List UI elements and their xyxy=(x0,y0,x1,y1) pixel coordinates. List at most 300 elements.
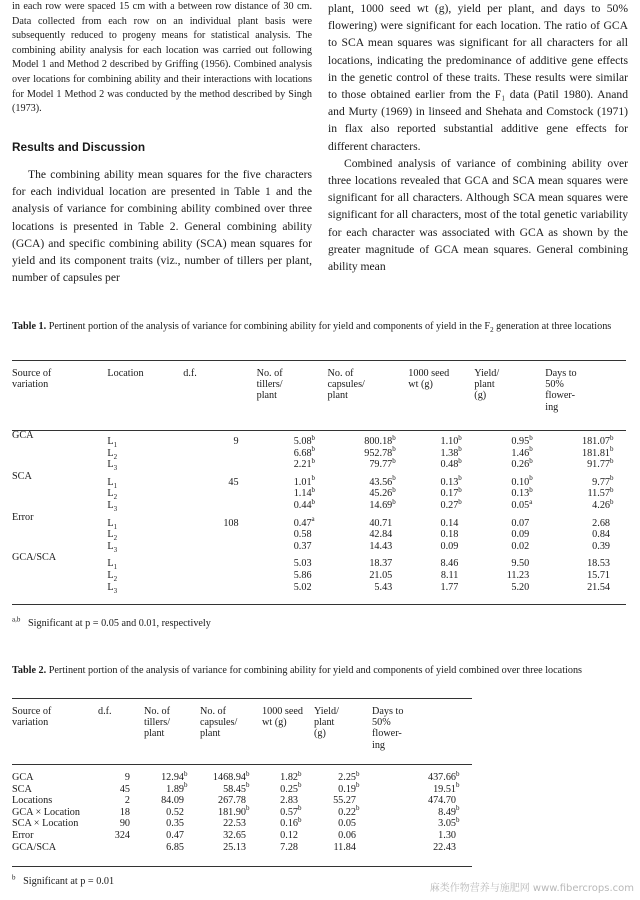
location-letter: L xyxy=(107,488,114,500)
table-cell xyxy=(328,552,409,570)
results-paragraph-2: plant, 1000 seed wt (g), yield per plant, and days to 50% flowering) were significant for each location. The ratio of GCA to SCA mean squares was significant for all characters for all locations, indicating the predominance of additive gene effects in the genetic control of these traits. These results were similar to those obtained earlier from the F₁ data (Patil 1980). Anand and Murty (1969) in linseed and Shehata and Comstock (1971) in flax also reported substantial additive gene effects for different characters. xyxy=(328,2,628,153)
table-cell: 2.25$^b$ xyxy=(338,769,360,783)
table-cell xyxy=(314,795,372,807)
cell-value: 0.26 xyxy=(511,459,530,471)
cell-value: 32.65 xyxy=(223,829,246,841)
row-location xyxy=(107,541,183,553)
table-cell xyxy=(408,582,474,594)
table-cell: 91.77$^b$ xyxy=(587,456,614,471)
table-cell: 437.66$^b$ xyxy=(427,769,460,783)
table-cell: 0.13$^b$ xyxy=(511,485,533,500)
cell-value: 0.13 xyxy=(511,488,530,500)
table-cell xyxy=(257,529,328,541)
table-row xyxy=(12,784,472,796)
table-cell xyxy=(144,818,200,830)
row-location xyxy=(107,570,183,582)
row-location xyxy=(107,448,183,460)
cell-value: 1.30 xyxy=(438,829,456,841)
table-row xyxy=(12,795,472,807)
table-cell: 5.08$^b$ xyxy=(293,433,316,447)
cell-value: 952.78 xyxy=(364,447,393,459)
column-header: 1000 seed wt (g) xyxy=(262,706,304,729)
cell-value: 14.43 xyxy=(369,540,393,552)
row-source xyxy=(12,541,107,553)
cell-value: 1.77 xyxy=(440,581,459,593)
location-index: 1 xyxy=(113,563,118,572)
cell-value: 181.81 xyxy=(581,447,610,459)
table-row xyxy=(12,459,626,471)
column-header: Source of variation xyxy=(12,706,52,729)
table-cell xyxy=(474,541,545,553)
cell-value: 8.11 xyxy=(440,569,459,581)
cell-value: 0.06 xyxy=(338,829,356,841)
table-cell xyxy=(372,842,472,854)
cell-value: 0.18 xyxy=(440,529,459,541)
location-letter: L xyxy=(107,517,114,529)
location-letter: L xyxy=(107,529,114,541)
table-cell xyxy=(200,818,262,830)
cell-value: 84.09 xyxy=(161,795,184,807)
table-cell xyxy=(328,529,409,541)
table-cell: 11.57$^b$ xyxy=(587,485,614,500)
cell-value: 42.84 xyxy=(369,529,393,541)
cell-value: 15.71 xyxy=(587,569,610,581)
location-letter: L xyxy=(107,569,114,581)
cell-value: 22.43 xyxy=(433,841,456,853)
column-header: Days to 50% flower- ing xyxy=(545,368,577,413)
column-header: No. of capsules/ plant xyxy=(327,368,365,402)
row-location xyxy=(107,500,183,512)
cell-value: 22.53 xyxy=(223,818,246,830)
row-source: Error xyxy=(12,511,34,523)
column-header: Yield/ plant (g) xyxy=(314,706,339,740)
cell-value: 181.90 xyxy=(217,806,246,818)
table-row xyxy=(12,552,626,570)
cell-value: 58.45 xyxy=(223,783,246,795)
table-cell xyxy=(314,842,372,854)
cell-value: 0.17 xyxy=(440,488,459,500)
table-cell xyxy=(257,541,328,553)
table-row xyxy=(12,842,472,854)
section-heading: Results and Discussion xyxy=(12,139,146,154)
cell-value: 0.05 xyxy=(511,499,530,511)
table-cell: 1.89$^b$ xyxy=(166,781,188,795)
table-cell: 1.38$^b$ xyxy=(440,445,462,459)
cell-value: 1.38 xyxy=(440,447,459,459)
column-header: Source of variation xyxy=(12,368,52,391)
table-cell xyxy=(262,842,314,854)
cell-value: 5.08 xyxy=(293,436,312,447)
row-df xyxy=(183,582,256,594)
row-df xyxy=(183,459,256,471)
table2-label: Table 2. xyxy=(12,665,47,676)
table-cell xyxy=(545,552,626,570)
cell-value: 2.21 xyxy=(293,459,312,471)
row-df: 45 xyxy=(228,476,239,488)
table-cell xyxy=(257,552,328,570)
table-cell xyxy=(474,582,545,594)
table-cell: 0.10$^b$ xyxy=(511,474,533,488)
table-row xyxy=(12,448,626,460)
location-index: 1 xyxy=(113,481,118,490)
table-cell xyxy=(328,512,409,530)
column-header: Days to 50% flower- ing xyxy=(372,706,404,751)
cell-value: 55.27 xyxy=(333,795,356,807)
table-row xyxy=(12,830,472,842)
cell-value: 0.35 xyxy=(166,818,184,830)
cell-value: 0.52 xyxy=(166,806,184,818)
cell-value: 800.18 xyxy=(364,436,393,447)
row-location xyxy=(107,471,183,489)
row-df xyxy=(183,448,256,460)
row-df: 2 xyxy=(124,795,130,807)
table-cell xyxy=(474,570,545,582)
table2-header-rule xyxy=(12,764,472,765)
table-cell: 0.05$^a$ xyxy=(511,497,533,511)
row-df: 18 xyxy=(119,806,130,818)
table-cell xyxy=(408,570,474,582)
row-source xyxy=(12,570,107,582)
table-cell: 0.22$^b$ xyxy=(338,804,360,818)
cell-value: 0.16 xyxy=(280,818,298,830)
cell-value: 18.53 xyxy=(587,558,610,570)
row-df xyxy=(183,541,256,553)
table-cell: 12.94$^b$ xyxy=(161,769,188,783)
cell-value: 0.25 xyxy=(280,783,298,795)
table-cell: 0.19$^b$ xyxy=(338,781,360,795)
cell-value: 2.83 xyxy=(280,795,298,807)
row-df xyxy=(183,529,256,541)
row-location xyxy=(107,430,183,448)
table-cell: 0.44$^b$ xyxy=(293,497,316,511)
location-index: 2 xyxy=(113,452,118,461)
row-location xyxy=(107,529,183,541)
cell-value: 8.49 xyxy=(438,806,456,818)
table2 xyxy=(12,706,472,853)
table-cell xyxy=(262,795,314,807)
table-cell xyxy=(144,842,200,854)
row-source: GCA/SCA xyxy=(12,552,57,564)
cell-value: 8.46 xyxy=(440,558,459,570)
table-cell xyxy=(474,552,545,570)
row-location xyxy=(107,582,183,594)
table-cell xyxy=(545,512,626,530)
methods-paragraph: in each row were spaced 15 cm with a between row distance of 30 cm. Data collected from each row on an individual plant basis were subsequently reduced to progeny means for statistical analysis. The combining ability analysis for each location was carried out following Model 1 and Method 2 described by Griffing (1956). Combined analysis over locations for combining ability and their interactions with locations for Model 1 Method 2 was conducted by the method described by Singh (1973). xyxy=(12,1,312,115)
cell-value: 0.13 xyxy=(440,476,459,488)
table-cell xyxy=(328,582,409,594)
table2-footnote-mark: b xyxy=(12,873,16,882)
table-cell xyxy=(408,529,474,541)
table1-header-rule xyxy=(12,430,626,431)
location-letter: L xyxy=(107,558,114,570)
table-cell xyxy=(474,529,545,541)
table-row xyxy=(12,488,626,500)
location-index: 3 xyxy=(113,545,118,554)
row-source xyxy=(12,459,107,471)
cell-value: 6.85 xyxy=(166,841,184,853)
table-cell xyxy=(545,582,626,594)
table-row xyxy=(12,500,626,512)
row-source xyxy=(12,488,107,500)
cell-value: 3.05 xyxy=(438,818,456,830)
table2-bottom-rule xyxy=(12,866,472,867)
cell-value: 7.28 xyxy=(280,841,298,853)
table-cell: 1.82$^b$ xyxy=(280,769,302,783)
cell-value: 11.23 xyxy=(506,569,530,581)
cell-value: 14.69 xyxy=(369,499,393,511)
cell-value: 267.78 xyxy=(217,795,246,807)
cell-value: 21.05 xyxy=(369,569,393,581)
cell-value: 2.68 xyxy=(592,517,610,529)
column-header: Location xyxy=(107,368,144,379)
location-index: 2 xyxy=(113,493,118,502)
table-cell xyxy=(328,541,409,553)
cell-value: 9.77 xyxy=(592,476,610,488)
cell-value: 45.26 xyxy=(369,488,393,500)
table-cell: 1.46$^b$ xyxy=(511,445,533,459)
table2-top-rule xyxy=(12,698,472,699)
row-location xyxy=(107,552,183,570)
location-letter: L xyxy=(107,476,114,488)
row-df xyxy=(183,552,256,570)
table-cell: 181.90$^b$ xyxy=(217,804,250,818)
row-source xyxy=(12,529,107,541)
location-letter: L xyxy=(107,436,114,447)
table-cell xyxy=(545,541,626,553)
table-row xyxy=(12,570,626,582)
location-index: 3 xyxy=(113,464,118,473)
table-cell xyxy=(474,512,545,530)
cell-value: 5.86 xyxy=(293,569,312,581)
table2-footnote-text: Significant at p = 0.01 xyxy=(23,876,115,887)
table-cell: 0.17$^b$ xyxy=(440,485,462,500)
table-cell: 8.49$^b$ xyxy=(438,804,460,818)
cell-value: 0.37 xyxy=(293,540,312,552)
cell-value: 181.07 xyxy=(581,436,610,447)
cell-value: 5.03 xyxy=(293,558,312,570)
table-cell xyxy=(408,541,474,553)
table-cell: 800.18$^b$ xyxy=(364,433,396,447)
row-source: Error xyxy=(12,829,34,841)
cell-value: 474.70 xyxy=(427,795,456,807)
table2-footnote xyxy=(12,873,115,887)
cell-value: 0.09 xyxy=(440,540,459,552)
table-cell: 0.25$^b$ xyxy=(280,781,302,795)
cell-value: 0.22 xyxy=(338,806,356,818)
location-index: 2 xyxy=(113,574,118,583)
table2-header-row xyxy=(12,706,472,764)
cell-value: 40.71 xyxy=(369,517,393,529)
table1-header-row xyxy=(12,368,626,430)
cell-value: 91.77 xyxy=(587,459,610,471)
row-source: SCA xyxy=(12,783,32,795)
column-header: No. of capsules/ plant xyxy=(200,706,238,740)
location-index: 3 xyxy=(113,586,118,595)
cell-value: 1.89 xyxy=(166,783,184,795)
cell-value: 6.68 xyxy=(293,447,312,459)
row-source: GCA xyxy=(12,430,34,441)
cell-value: 0.57 xyxy=(280,806,298,818)
table-cell: 3.05$^b$ xyxy=(438,815,460,830)
table-row xyxy=(12,764,472,784)
cell-value: 11.57 xyxy=(587,488,610,500)
table-cell: 0.13$^b$ xyxy=(440,474,462,488)
cell-value: 0.39 xyxy=(592,540,610,552)
cell-value: 11.84 xyxy=(333,841,356,853)
row-df xyxy=(183,488,256,500)
table-cell xyxy=(408,512,474,530)
table-cell: 0.57$^b$ xyxy=(280,804,302,818)
table-cell xyxy=(144,795,200,807)
table-cell: 58.45$^b$ xyxy=(223,781,250,795)
table-cell: 0.26$^b$ xyxy=(511,456,533,471)
cell-value: 0.47 xyxy=(166,829,184,841)
table1-footnote-mark: a,b xyxy=(12,615,21,624)
table-row xyxy=(12,541,626,553)
row-df: 45 xyxy=(119,783,130,795)
cell-value: 19.51 xyxy=(433,783,456,795)
cell-value: 0.58 xyxy=(293,529,312,541)
column-header: No. of tillers/ plant xyxy=(144,706,171,740)
cell-value: 0.19 xyxy=(338,783,356,795)
left-column xyxy=(12,0,312,286)
row-df: 9 xyxy=(233,436,239,447)
cell-value: 0.84 xyxy=(592,529,610,541)
table-cell: 1468.94$^b$ xyxy=(212,769,250,783)
table-cell: 79.77$^b$ xyxy=(369,456,396,471)
row-source: SCA xyxy=(12,470,32,482)
cell-value: 0.05 xyxy=(338,818,356,830)
table2-caption xyxy=(12,664,628,678)
column-header: d.f. xyxy=(183,368,197,379)
cell-value: 25.13 xyxy=(223,841,246,853)
column-header: d.f. xyxy=(98,706,112,717)
row-location xyxy=(107,488,183,500)
location-index: 2 xyxy=(113,534,118,543)
row-df: 324 xyxy=(114,829,130,841)
cell-value: 0.10 xyxy=(511,476,530,488)
row-source: GCA/SCA xyxy=(12,841,57,853)
table-row xyxy=(12,471,626,489)
table-cell xyxy=(545,570,626,582)
table-cell: 1.10$^b$ xyxy=(440,433,462,447)
row-df xyxy=(98,842,144,854)
watermark: 麻类作物营养与施肥网 www.fibercrops.com xyxy=(429,883,634,894)
cell-value: 43.56 xyxy=(369,476,393,488)
table-cell xyxy=(372,830,472,842)
location-letter: L xyxy=(107,581,114,593)
table-cell xyxy=(545,529,626,541)
cell-value: 0.09 xyxy=(511,529,530,541)
cell-value: 437.66 xyxy=(427,772,456,783)
table-cell: 0.95$^b$ xyxy=(511,433,533,447)
table-cell: 0.47$^a$ xyxy=(293,515,315,529)
row-source xyxy=(12,582,107,594)
cell-value: 1.14 xyxy=(293,488,312,500)
table-row xyxy=(12,512,626,530)
row-source xyxy=(12,448,107,460)
cell-value: 5.43 xyxy=(374,581,393,593)
table1-footnote xyxy=(12,615,211,629)
table-cell: 43.56$^b$ xyxy=(369,474,396,488)
cell-value: 0.02 xyxy=(511,540,530,552)
cell-value: 1.82 xyxy=(280,772,298,783)
table1-caption-text: Pertinent portion of the analysis of variance for combining ability for yield and components of yield in the F xyxy=(48,321,491,332)
table-cell xyxy=(200,842,262,854)
row-location xyxy=(107,459,183,471)
table-cell xyxy=(144,830,200,842)
table-cell: 181.07$^b$ xyxy=(581,433,614,447)
table-cell: 0.27$^b$ xyxy=(440,497,462,511)
cell-value: 0.12 xyxy=(280,829,298,841)
table-cell xyxy=(144,807,200,819)
table1-caption-tail: generation at three locations xyxy=(493,321,612,332)
table-cell: 0.16$^b$ xyxy=(280,815,302,830)
column-header: Yield/ plant (g) xyxy=(474,368,500,402)
table-cell xyxy=(314,830,372,842)
table-row xyxy=(12,807,472,819)
cell-value: 4.26 xyxy=(592,499,610,511)
location-letter: L xyxy=(107,540,114,552)
table1-bottom-rule xyxy=(12,604,626,605)
row-source xyxy=(12,500,107,512)
row-source: GCA × Location xyxy=(12,806,80,818)
table-cell: 6.68$^b$ xyxy=(293,445,316,459)
cell-value: 2.25 xyxy=(338,772,356,783)
cell-value: 0.95 xyxy=(511,436,530,447)
table1-top-rule xyxy=(12,360,626,361)
table1 xyxy=(12,368,626,593)
cell-value: 0.14 xyxy=(440,517,459,529)
cell-value: 0.07 xyxy=(511,517,530,529)
table-cell xyxy=(200,795,262,807)
cell-value: 12.94 xyxy=(161,772,184,783)
location-letter: L xyxy=(107,459,114,471)
column-header: No. of tillers/ plant xyxy=(256,368,283,402)
table-cell: 1.14$^b$ xyxy=(293,485,316,500)
row-source: SCA × Location xyxy=(12,818,79,830)
table-cell xyxy=(408,552,474,570)
table-cell xyxy=(328,570,409,582)
row-df: 90 xyxy=(119,818,130,830)
table-cell: 952.78$^b$ xyxy=(364,445,396,459)
table1-caption xyxy=(12,320,628,334)
right-column xyxy=(328,0,628,275)
table-cell xyxy=(257,570,328,582)
table-cell: 9.77$^b$ xyxy=(592,474,614,488)
cell-value: 5.02 xyxy=(293,581,312,593)
table-cell: 45.26$^b$ xyxy=(369,485,396,500)
location-letter: L xyxy=(107,499,114,511)
cell-value: 1.01 xyxy=(293,476,312,488)
column-header: 1000 seed wt (g) xyxy=(408,368,450,391)
table-cell: 14.69$^b$ xyxy=(369,497,396,511)
table-cell: 2.21$^b$ xyxy=(293,456,316,471)
cell-value: 18.37 xyxy=(369,558,393,570)
location-letter: L xyxy=(107,447,114,459)
row-df xyxy=(183,570,256,582)
location-index: 1 xyxy=(113,441,118,450)
table-row xyxy=(12,818,472,830)
cell-value: 0.44 xyxy=(293,499,312,511)
row-df: 9 xyxy=(124,772,130,783)
cell-value: 5.20 xyxy=(511,581,530,593)
location-index: 3 xyxy=(113,505,118,513)
cell-value: 1468.94 xyxy=(212,772,246,783)
table-cell xyxy=(200,830,262,842)
table1-caption-sub: 2 xyxy=(490,326,494,335)
cell-value: 9.50 xyxy=(511,558,530,570)
